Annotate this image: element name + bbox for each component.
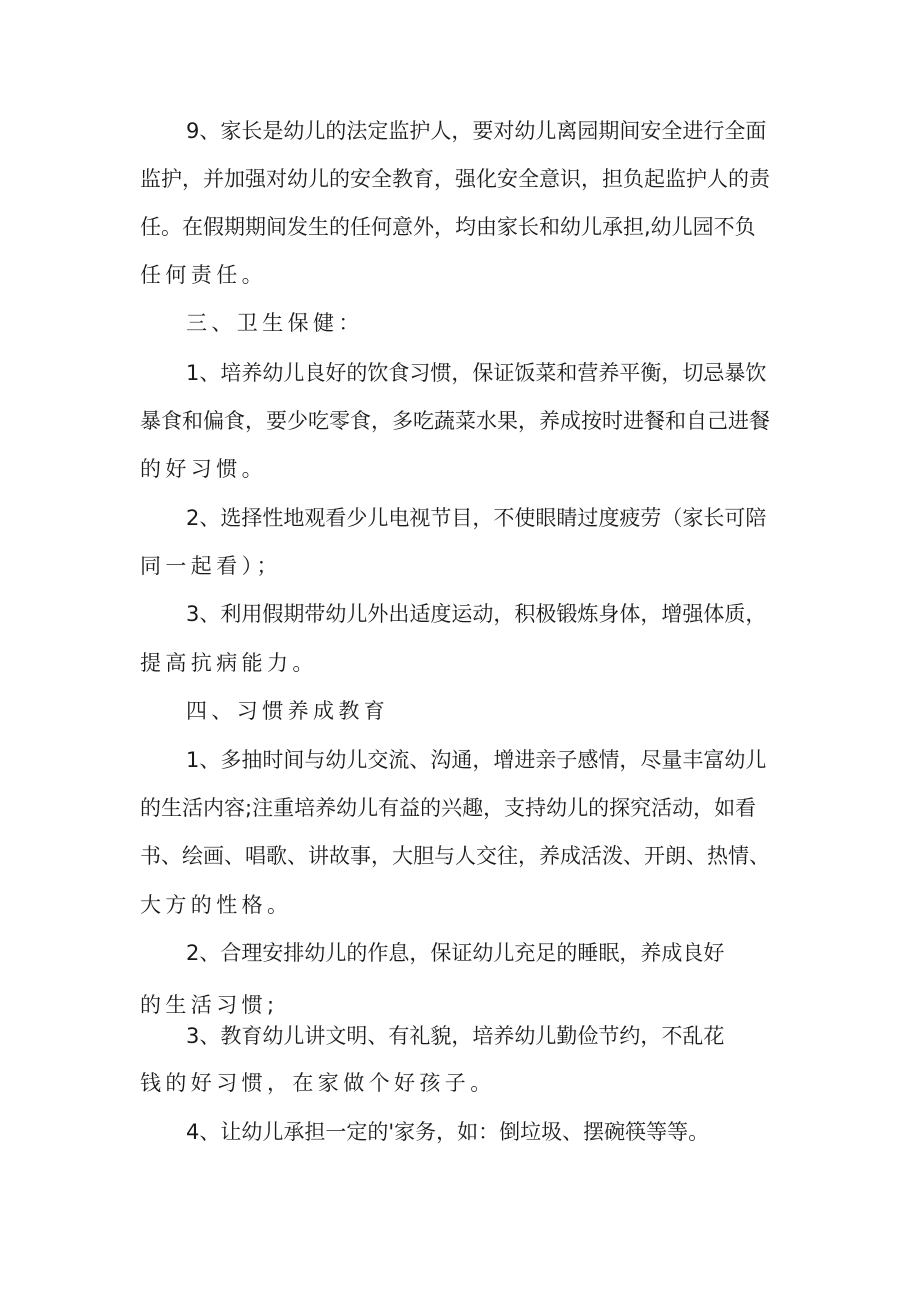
section-heading-hygiene: 三、卫生保健： [186, 311, 364, 335]
text-line: 的好习惯。 [140, 457, 267, 481]
text-line: 任。在假期期间发生的任何意外，均由家长和幼儿承担,幼儿园不负 [140, 215, 756, 239]
text-line: 2、选择性地观看少儿电视节目，不使眼睛过度疲劳（家长可陪 [186, 506, 767, 530]
text-line: 监护，并加强对幼儿的安全教育，强化安全意识，担负起监护人的责 [140, 167, 770, 191]
text-line: 的生活内容;注重培养幼儿有益的兴趣，支持幼儿的探究活动，如看 [140, 796, 757, 820]
text-line: 的生活习惯; [140, 993, 279, 1017]
text-line: 3、教育幼儿讲文明、有礼貌，培养幼儿勤俭节约，不乱花 [186, 1024, 725, 1048]
text-line: 4、让幼儿承担一定的'家务，如：倒垃圾、摆碗筷等等。 [186, 1120, 710, 1144]
text-line: 暴食和偏食，要少吃零食，多吃蔬菜水果，养成按时进餐和自己进餐 [140, 409, 770, 433]
text-line: 3、利用假期带幼儿外出适度运动，积极锻炼身体，增强体质， [186, 602, 767, 626]
section-heading-habits: 四、习惯养成教育 [186, 699, 390, 723]
text-line: 9、家长是幼儿的法定监护人，要对幼儿离园期间安全进行全面 [186, 119, 767, 143]
text-line: 1、多抽时间与幼儿交流、沟通，增进亲子感情，尽量丰富幼儿 [186, 748, 767, 772]
text-line: 提高抗病能力。 [140, 651, 318, 675]
text-line: 同一起看）； [140, 554, 282, 578]
text-line: 书、绘画、唱歌、讲故事，大胆与人交往，养成活泼、开朗、热情、 [140, 844, 770, 868]
text-line: 大方的性格。 [140, 893, 293, 917]
text-line: 2、合理安排幼儿的作息，保证幼儿充足的睡眠，养成良好 [186, 941, 725, 965]
text-line: 1、培养幼儿良好的饮食习惯，保证饭菜和营养平衡，切忌暴饮 [186, 361, 767, 385]
text-line: 任何责任。 [140, 263, 267, 287]
text-line: 钱的好习惯，在家做个好孩子。 [140, 1071, 496, 1095]
